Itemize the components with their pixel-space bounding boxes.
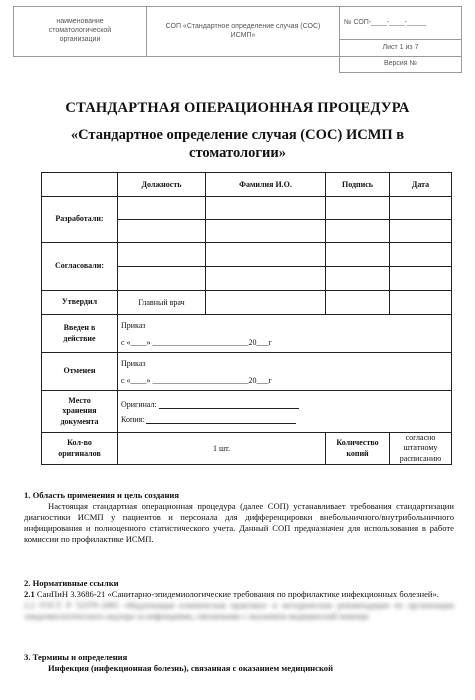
storage-l1: Место <box>68 395 91 405</box>
col-signature: Подпись <box>326 173 390 197</box>
sheet-number: Лист 1 из 7 <box>340 40 462 57</box>
introduced-label <box>42 315 118 353</box>
ref-text: СанПиН 3.3686-21 «Санитарно-эпидемиологические требования по профилактике инфекционных болезней». <box>36 589 439 599</box>
document-title: СТАНДАРТНАЯ ОПЕРАЦИОННАЯ ПРОЦЕДУРА <box>65 100 410 116</box>
order1-date: с «____» ________________________20___г <box>121 337 272 347</box>
col-position: Должность <box>118 173 206 197</box>
storage-l3: документа <box>60 416 99 426</box>
org-line1: наименование <box>56 18 104 26</box>
original-line <box>159 400 299 409</box>
copy-line <box>146 415 296 424</box>
storage-label <box>42 391 118 433</box>
section1-title: 1. Область применения и цель создания <box>24 490 180 500</box>
originals-l1: Кол-во <box>67 438 92 448</box>
order2-date: с «____» ________________________20___г <box>121 375 272 385</box>
section1-text: Настоящая стандартная операционная процедура (далее СОП) устанавливает требования стандартизации диагностики ИСМП у пациентов и персонала для дифференцировки внебольничного/внутрибольничного инфицирования и полноценного статистического учета. Данный СОП предназначен для использования в работе комиссии по профилактике ИСМП. <box>24 501 454 544</box>
section-terms <box>24 652 454 674</box>
agreed-label: Согласовали: <box>42 243 118 291</box>
developed-label: Разработали: <box>42 197 118 243</box>
introduced-order <box>118 315 452 353</box>
section2-title: 2. Нормативные ссылки <box>24 578 119 588</box>
section2-blurred-text: 2.2 ГОСТ Р 52379–2005 «Надлежащая клиническая практика» и методические рекомендации по организации эпидемиологического надзора за инфекциями, связанными с оказанием медицинской помощи <box>24 600 454 621</box>
introduced-l1: Введен в <box>63 323 96 333</box>
cancelled-order <box>118 353 452 391</box>
order2-label: Приказ <box>121 358 146 368</box>
storage-l2: хранения <box>62 406 97 416</box>
copies-l1: Количество <box>336 438 379 448</box>
sop-number: № СОП-____-____-_____ <box>340 7 462 40</box>
copies-count-label <box>326 433 390 465</box>
organization-cell <box>14 7 147 57</box>
approved-label: Утвердил <box>42 291 118 315</box>
copies-l2: копий <box>346 448 369 458</box>
subtitle-line2: стоматологии» <box>189 145 286 161</box>
originals-count: 1 шт. <box>118 433 326 465</box>
document-header <box>13 6 462 73</box>
copies-value-l2: расписанию <box>399 453 442 463</box>
originals-l2: оригиналов <box>58 448 101 458</box>
subtitle-line1: «Стандартное определение случая (СОС) ИСМП в <box>70 127 405 143</box>
copies-value-l1: согласно штатному <box>403 433 438 453</box>
section-scope <box>24 490 454 545</box>
section3-term: Инфекция (инфекционная болезнь), связанная с оказанием медицинской <box>48 663 334 673</box>
approved-position: Главный врач <box>118 291 206 315</box>
col-name: Фамилия И.О. <box>206 173 326 197</box>
originals-count-label <box>42 433 118 465</box>
copies-label: Копия: <box>121 414 145 424</box>
approval-table <box>41 172 452 465</box>
cancelled-label: Отменен <box>42 353 118 391</box>
section-references <box>24 578 454 622</box>
org-line2: стоматологической <box>48 27 112 35</box>
sop-name-cell <box>147 7 340 57</box>
copies-count <box>390 433 452 465</box>
org-line3: организации <box>59 35 101 43</box>
storage-values <box>118 391 452 433</box>
sop-line1: СОП «Стандартное определение случая (СОС) <box>165 22 321 30</box>
order1-label: Приказ <box>121 320 146 330</box>
ref-number: 2.1 <box>24 589 35 599</box>
section3-title: 3. Термины и определения <box>24 652 128 662</box>
section2-ref <box>24 589 454 600</box>
original-label: Оригинал: <box>121 399 157 409</box>
version-number: Версия № <box>340 57 462 73</box>
document-subtitle <box>0 126 475 162</box>
sop-line2: ИСМП» <box>230 31 256 39</box>
col-date: Дата <box>390 173 452 197</box>
introduced-l2: действие <box>63 333 96 343</box>
